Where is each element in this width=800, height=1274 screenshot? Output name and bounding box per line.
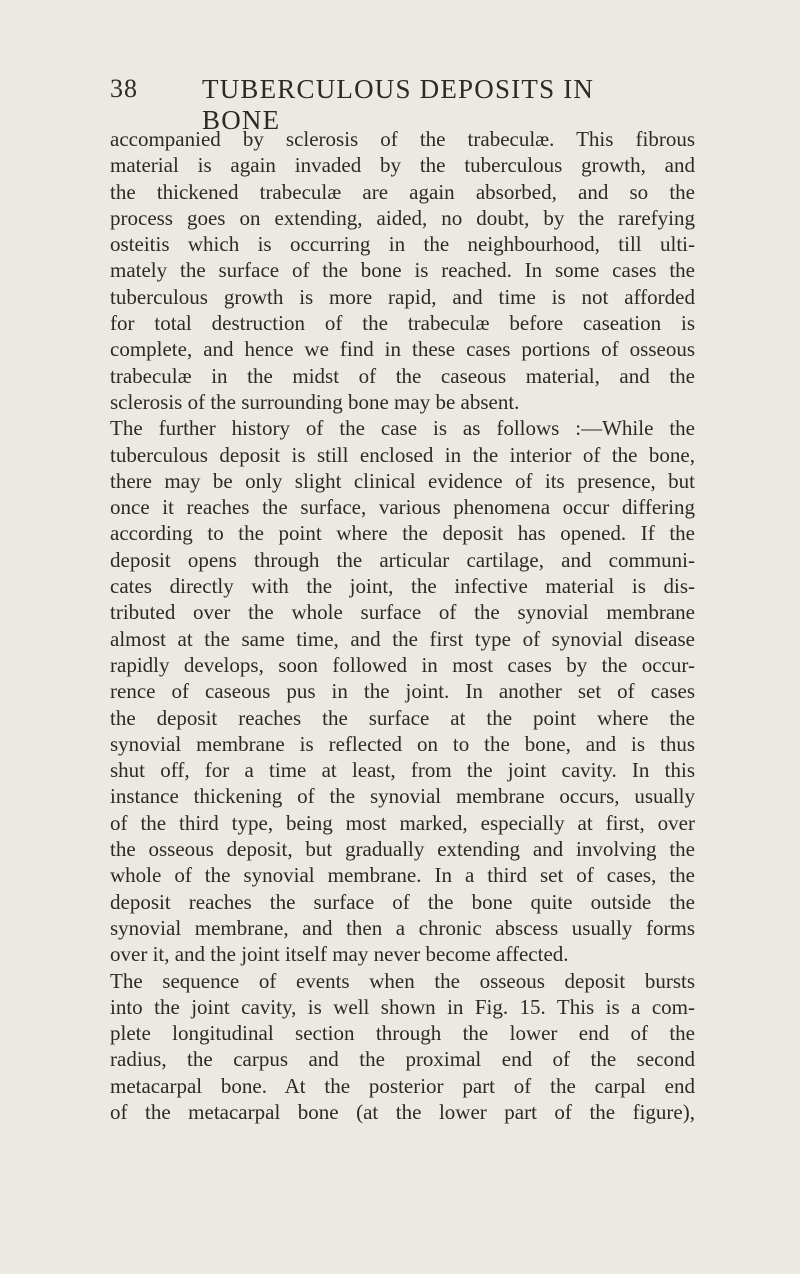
running-title: TUBERCULOUS DEPOSITS IN BONE	[202, 74, 595, 135]
text-line: sclerosis of the surrounding bone may be absent.	[110, 389, 520, 414]
text-line: the deposit reaches the surface at the point where the	[110, 705, 695, 730]
text-line: trabeculæ in the midst of the caseous material, and the	[110, 363, 695, 388]
text-line: tributed over the whole surface of the synovial membrane	[110, 600, 695, 625]
text-line: once it reaches the surface, various phenomena occur differing	[110, 495, 695, 520]
text-line: synovial membrane is reflected on to the bone, and is thus	[110, 731, 695, 756]
text-line: complete, and hence we find in these cases portions of osseous	[110, 337, 695, 362]
text-line: for total destruction of the trabeculæ before caseation is	[110, 311, 695, 336]
text-line: almost at the same time, and the first type of synovial disease	[110, 626, 695, 651]
text-line: cates directly with the joint, the infective material is dis-	[110, 574, 695, 599]
text-line: tuberculous growth is more rapid, and time is not afforded	[110, 284, 695, 309]
text-line: synovial membrane, and then a chronic abscess usually forms	[110, 915, 695, 940]
text-line: the osseous deposit, but gradually extending and involving the	[110, 837, 695, 862]
text-line: The further history of the case is as follows :—While the	[110, 416, 695, 441]
text-line: metacarpal bone. At the posterior part of the carpal end	[110, 1073, 695, 1098]
text-line: the thickened trabeculæ are again absorbed, and so the	[110, 179, 695, 204]
text-line: radius, the carpus and the proximal end of the second	[110, 1047, 695, 1072]
body-text	[110, 126, 695, 1125]
text-line: whole of the synovial membrane. In a third set of cases, the	[110, 863, 695, 888]
text-line: rapidly develops, soon followed in most cases by the occur-	[110, 652, 695, 677]
text-line: tuberculous deposit is still enclosed in the interior of the bone,	[110, 442, 695, 467]
text-line: rence of caseous pus in the joint. In another set of cases	[110, 679, 695, 704]
text-line: over it, and the joint itself may never become affected.	[110, 942, 569, 967]
text-line: according to the point where the deposit has opened. If the	[110, 521, 695, 546]
text-line: process goes on extending, aided, no doubt, by the rarefying	[110, 205, 695, 230]
text-line: shut off, for a time at least, from the joint cavity. In this	[110, 758, 695, 783]
page-number: 38	[110, 74, 138, 103]
text-line: material is again invaded by the tuberculous growth, and	[110, 153, 695, 178]
text-line: instance thickening of the synovial membrane occurs, usually	[110, 784, 695, 809]
text-line: The sequence of events when the osseous deposit bursts	[110, 968, 695, 993]
text-line: of the third type, being most marked, especially at first, over	[110, 810, 695, 835]
text-line: osteitis which is occurring in the neighbourhood, till ulti-	[110, 232, 695, 257]
running-head	[110, 74, 670, 135]
text-line: mately the surface of the bone is reached. In some cases the	[110, 258, 695, 283]
text-line: there may be only slight clinical evidence of its presence, but	[110, 468, 695, 493]
text-line: accompanied by sclerosis of the trabeculæ. This fibrous	[110, 127, 695, 151]
text-line: of the metacarpal bone (at the lower part of the figure),	[110, 1099, 695, 1124]
text-line: into the joint cavity, is well shown in Fig. 15. This is a com-	[110, 994, 695, 1019]
text-line: deposit opens through the articular cartilage, and communi-	[110, 547, 695, 572]
text-line: plete longitudinal section through the lower end of the	[110, 1021, 695, 1046]
text-line: deposit reaches the surface of the bone quite outside the	[110, 889, 695, 914]
